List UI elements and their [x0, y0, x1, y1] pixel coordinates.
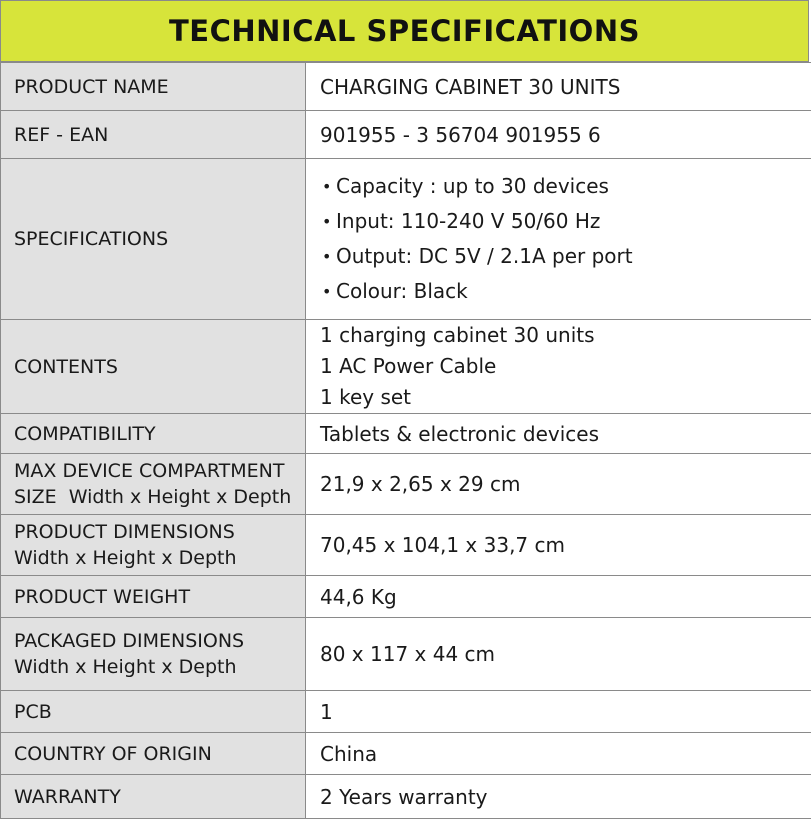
table-row	[1, 63, 811, 111]
row-value-specifications	[306, 159, 811, 320]
specifications-list	[320, 169, 811, 309]
table-row	[1, 576, 811, 618]
contents-line: 1 AC Power Cable	[320, 351, 811, 382]
row-value-compatibility: Tablets & electronic devices	[306, 414, 811, 454]
row-value-warranty: 2 Years warranty	[306, 775, 811, 819]
row-label-packaged-dimensions: PACKAGED DIMENSIONS Width x Height x Depth	[1, 618, 306, 691]
row-value-packaged-dimensions: 80 x 117 x 44 cm	[306, 618, 811, 691]
table-row	[1, 454, 811, 515]
row-label-pcb: PCB	[1, 691, 306, 733]
list-item: • Colour: Black	[320, 274, 811, 309]
row-label-warranty: WARRANTY	[1, 775, 306, 819]
bullet-icon: •	[322, 204, 331, 239]
row-label-product-dimensions: PRODUCT DIMENSIONS Width x Height x Depth	[1, 515, 306, 576]
header-banner	[0, 0, 809, 62]
contents-line: 1 key set	[320, 382, 811, 413]
page-title: TECHNICAL SPECIFICATIONS	[169, 14, 640, 48]
row-label-product-weight: PRODUCT WEIGHT	[1, 576, 306, 618]
row-value-product-dimensions: 70,45 x 104,1 x 33,7 cm	[306, 515, 811, 576]
table-row	[1, 775, 811, 819]
bullet-icon: •	[322, 274, 331, 309]
contents-line: 1 charging cabinet 30 units	[320, 320, 811, 351]
row-label-country-of-origin: COUNTRY OF ORIGIN	[1, 733, 306, 775]
row-label-contents: CONTENTS	[1, 320, 306, 414]
bullet-icon: •	[322, 169, 331, 204]
row-label-compatibility: COMPATIBILITY	[1, 414, 306, 454]
table-row	[1, 618, 811, 691]
row-label-max-device-compartment: MAX DEVICE COMPARTMENT SIZE Width x Height x Depth	[1, 454, 306, 515]
spec-table	[0, 62, 811, 819]
table-row	[1, 515, 811, 576]
row-value-contents	[306, 320, 811, 414]
row-value-ref-ean: 901955 - 3 56704 901955 6	[306, 111, 811, 159]
list-item: • Input: 110-240 V 50/60 Hz	[320, 204, 811, 239]
row-label-ref-ean: REF - EAN	[1, 111, 306, 159]
row-value-product-weight: 44,6 Kg	[306, 576, 811, 618]
list-item: • Capacity : up to 30 devices	[320, 169, 811, 204]
table-row	[1, 733, 811, 775]
list-item: • Output: DC 5V / 2.1A per port	[320, 239, 811, 274]
row-value-pcb: 1	[306, 691, 811, 733]
table-row	[1, 414, 811, 454]
table-row	[1, 691, 811, 733]
row-value-max-device-compartment: 21,9 x 2,65 x 29 cm	[306, 454, 811, 515]
row-value-country-of-origin: China	[306, 733, 811, 775]
row-value-product-name: CHARGING CABINET 30 UNITS	[306, 63, 811, 111]
table-row	[1, 111, 811, 159]
table-row	[1, 320, 811, 414]
bullet-icon: •	[322, 239, 331, 274]
row-label-product-name: PRODUCT NAME	[1, 63, 306, 111]
table-row	[1, 159, 811, 320]
row-label-specifications: SPECIFICATIONS	[1, 159, 306, 320]
